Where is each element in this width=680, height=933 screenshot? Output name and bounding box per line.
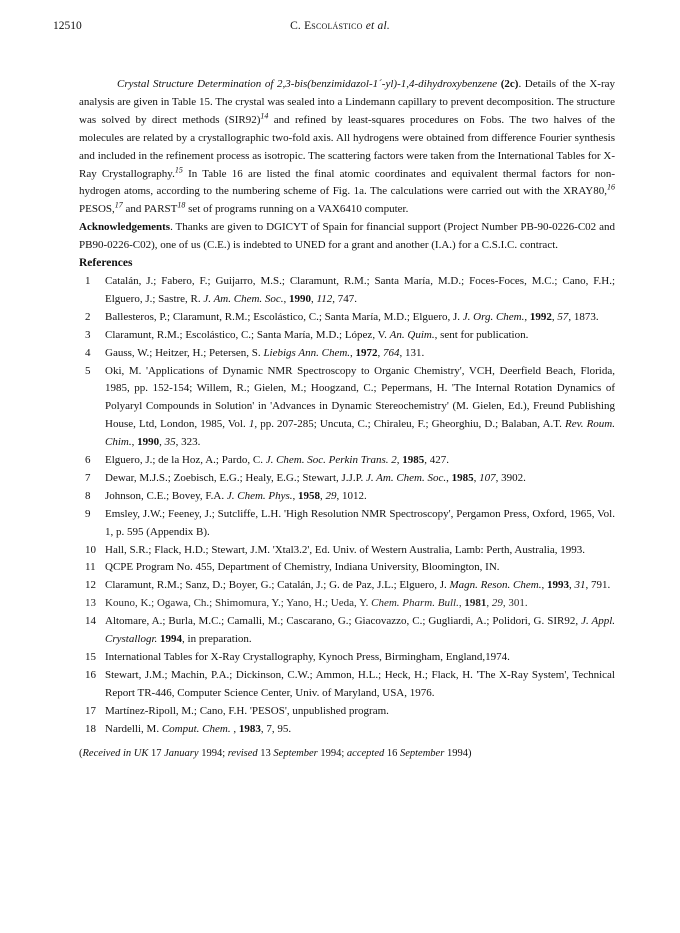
reference-authors: Johnson, C.E.; Bovey, F.A. <box>105 489 227 502</box>
reference-volume: 764 <box>383 346 400 359</box>
reference-year: 1993 <box>546 579 569 592</box>
journal-name: An. Quim. <box>389 328 435 341</box>
reference-item: 2 Ballesteros, P.; Claramunt, R.M.; Escolástico, C.; Santa María, M.D.; Elguero, J. J. Org. Chem., 1992, 57, 1873. <box>79 309 615 327</box>
reference-pages: , 1873. <box>568 310 599 323</box>
journal-name: Rev. Roum. Chim. <box>105 418 615 449</box>
reference-number: 2 <box>85 310 91 323</box>
reference-number: 14 <box>85 615 96 628</box>
received-label: Received in UK <box>82 747 149 759</box>
crystal-text: and PARST <box>122 203 178 216</box>
reference-pages: , 131. <box>399 346 425 359</box>
reference-authors: Emsley, J.W.; Feeney, J.; Sutcliffe, L.H. 'High Resolution NMR Spectroscopy', Pergamon Press, Oxford, 1965, Vol. 1, p. 595 (Appendix B). <box>105 507 615 538</box>
reference-authors: Elguero, J.; de la Hoz, A.; Pardo, C. <box>105 454 266 467</box>
reference-pages: , sent for publication. <box>434 328 529 341</box>
reference-number: 7 <box>85 471 91 484</box>
reference-authors: Stewart, J.M.; Machin, P.A.; Dickinson, C.W.; Ammon, H.L.; Heck, H.; Flack, H. 'The X-Ray System', Technical Report TR-446, Computer Science Center, Univ. of Maryland, USA, 1976. <box>105 668 615 699</box>
reference-number: 12 <box>85 579 96 592</box>
reference-authors: Nardelli, M. <box>105 722 162 735</box>
ref-superscript: 18 <box>177 200 186 210</box>
reference-authors: , pp. 207-285; Uncuta, C.; Chiraleu, F.; Gheorghiu, D.; Balaban, A.T. <box>254 418 566 431</box>
reference-authors: Kouno, K.; Ogawa, Ch.; Shimomura, Y.; Yano, H.; Ueda, Y. <box>105 597 372 610</box>
reference-authors: Hall, S.R.; Flack, H.D.; Stewart, J.M. 'Xtal3.2', Ed. Univ. of Western Australia, Lamb: Perth, Australia, 1993. <box>105 543 585 556</box>
reference-number: 18 <box>85 722 96 735</box>
reference-item <box>79 649 615 667</box>
journal-name: J. Chem. Phys. <box>226 489 293 502</box>
journal-name: Comput. Chem. <box>161 722 231 735</box>
reference-year: 1983 <box>238 722 261 735</box>
reference-pages: , 747. <box>332 292 357 305</box>
reference-number: 8 <box>85 489 91 502</box>
reference-item: 1 Catalán, J.; Fabero, F.; Guijarro, M.S.; Claramunt, R.M.; Santa María, M.D.; Foces-Foces, M.C.; Cano, F.H.; Elguero, J.; Sastre, R. J. Am. Chem. Soc., 1990, 112, 747. <box>85 274 615 305</box>
reference-item <box>79 327 615 345</box>
reference-item <box>79 703 615 721</box>
page-number: 12510 <box>53 20 82 32</box>
reference-item <box>79 542 615 560</box>
reference-volume: 29 <box>325 489 337 502</box>
article-body <box>79 76 615 762</box>
crystal-text: PESOS, <box>79 203 115 216</box>
reference-pages: , 301. <box>502 597 528 610</box>
reference-authors: Altomare, A.; Burla, M.C.; Camalli, M.; Cascarano, G.; Giacovazzo, C.; Gugliardi, A.; Polidori, G. SIR92, <box>105 615 582 628</box>
reference-number: 16 <box>85 668 96 681</box>
reference-item: 13 Kouno, K.; Ogawa, Ch.; Shimomura, Y.; Yano, H.; Ueda, Y. Chem. Pharm. Bull., 1981, 29, 301. <box>79 595 615 613</box>
reference-item: 12 Claramunt, R.M.; Sanz, D.; Boyer, G.; Catalán, J.; G. de Paz, J.L.; Elguero, J. Magn. Reson. Chem., 1993, 31, 791. <box>79 577 615 595</box>
reference-authors: Claramunt, R.M.; Sanz, D.; Boyer, G.; Catalán, J.; G. de Paz, J.L.; Elguero, J. <box>105 579 450 592</box>
reference-number: 9 <box>85 507 91 520</box>
reference-pages: , 95. <box>271 722 292 735</box>
reference-number: 5 <box>85 364 91 377</box>
acknowledgements-paragraph <box>79 219 615 255</box>
journal-name: Liebigs Ann. Chem. <box>263 346 351 359</box>
reference-number: 11 <box>85 561 96 574</box>
journal-name: J. Chem. Soc. Perkin Trans. 2 <box>265 454 397 467</box>
reference-number: 10 <box>85 543 96 556</box>
journal-name: J. Org. Chem. <box>462 310 525 323</box>
reference-pages: , 3902. <box>495 471 526 484</box>
reference-pages: , 427. <box>424 454 450 467</box>
reference-year: 1985 <box>402 454 425 467</box>
reference-list <box>79 273 615 739</box>
ref-superscript: 14 <box>260 111 269 121</box>
reference-pages: , 791. <box>585 579 611 592</box>
reference-item: 5 Oki, M. 'Applications of Dynamic NMR Spectroscopy to Organic Chemistry', VCH, Deerfield Beach, Florida, 1985, pp. 152-154; Willem, R.; Gielen, M.; Hoogzand, C.; Pepermans, H. 'The Internal Rotation Dynamics of Polyaryl Compounds in Solution' in 'Advances in Dynamic Stereochemistry' (M. Gielen, Ed.), Freund Publishing House, Ltd, London, 1985, Vol. 1, pp. 207-285; Uncuta, C.; Chiraleu, F.; Gheorghiu, D.; Balaban, A.T. Rev. Roum. Chim., 1990, 35, 323. <box>85 364 615 449</box>
ref-superscript: 17 <box>114 200 123 210</box>
reference-authors: Martínez-Ripoll, M.; Cano, F.H. 'PESOS', unpublished program. <box>105 704 389 717</box>
crystal-structure-paragraph <box>79 76 615 219</box>
revised-label: revised <box>227 747 258 759</box>
reference-authors: International Tables for X-Ray Crystallography, Kynoch Press, Birmingham, England,1974. <box>105 651 510 663</box>
reference-year: 1972 <box>355 346 378 359</box>
reference-authors: Claramunt, R.M.; Escolástico, C.; Santa María, M.D.; López, V. <box>105 328 390 341</box>
crystal-text: set of programs running on a VAX6410 computer. <box>185 203 409 216</box>
reference-item: 6 Elguero, J.; de la Hoz, A.; Pardo, C. J. Chem. Soc. Perkin Trans. 2, 1985, 427. <box>79 452 615 470</box>
reference-pages: , 1012. <box>336 489 367 502</box>
compound-label: (2c) <box>500 78 519 90</box>
reference-year: 1990 <box>137 436 160 449</box>
acknowledgements-text: . Thanks are given to DGICYT of Spain for financial support (Project Number PB-90-0226-C02 and PB90-0226-C02), one of us (C.E.) is indebted to UNED for a grant and another (I.A.) for a C.S.I.C. contract. <box>79 221 615 252</box>
reference-authors: Oki, M. 'Applications of Dynamic NMR Spectroscopy to Organic Chemistry', VCH, Deerfield Beach, Florida, 1985, pp. 152-154; Willem, R.; Gielen, M.; Hoogzand, C.; Pepermans, H. 'The Internal Rotation Dynamics of Polyaryl Compounds in Solution' in 'Advances in Dynamic Stereochemistry' (M. Gielen, Ed.), Freund Publishing House, Ltd, London, 1985, Vol. <box>105 364 615 431</box>
reference-year: 1992 <box>529 310 552 323</box>
journal-name: J. Appl. Crystallogr. <box>105 615 615 646</box>
reference-year: 1990 <box>289 292 312 305</box>
crystal-section-title: Crystal Structure Determination of 2,3-bis(benzimidazol-1´-yl)-1,4-dihydroxybenzene <box>117 78 498 90</box>
reference-year: 1994 <box>160 633 183 646</box>
reference-volume: 31 <box>574 579 586 592</box>
reference-number: 1 <box>85 274 91 287</box>
reference-item <box>79 613 615 649</box>
reference-item: 4 Gauss, W.; Heitzer, H.; Petersen, S. Liebigs Ann. Chem., 1972, 764, 131. <box>79 345 615 363</box>
crystal-text: and refined by least-squares procedures on Fobs. The two halves of the molecules are related by a crystallographic two-fold axis. All hydrogens were obtained from difference Fourier synthesis and included in the refinement process as isotropic. The scattering factors were taken from the International Tables for X-Ray Crystallography. <box>79 113 615 180</box>
running-head <box>0 20 680 32</box>
reference-item: 18 Nardelli, M. Comput. Chem. , 1983, 7, 95. <box>79 721 615 739</box>
reference-number: 17 <box>85 704 96 717</box>
reference-volume: 112 <box>316 292 333 305</box>
reference-volume: 107 <box>479 471 496 484</box>
reference-year: 1985 <box>451 471 474 484</box>
journal-name: J. Am. Chem. Soc. <box>203 292 284 305</box>
ref-superscript: 16 <box>607 182 615 192</box>
reference-number: 3 <box>85 328 91 341</box>
running-head-author: C. Escolástico <box>290 20 363 32</box>
crystal-text: . Details of the X-ray analysis are given in Table 15. The crystal was sealed into a Lindemann capillary to prevent decomposition. The structure was solved by direct methods (SIR92) <box>79 78 615 126</box>
reference-authors: Catalán, J.; Fabero, F.; Guijarro, M.S.; Claramunt, R.M.; Santa María, M.D.; Foces-Foces, M.C.; Cano, F.H.; Elguero, J.; Sastre, R. <box>105 274 615 305</box>
reference-number: 4 <box>85 346 91 359</box>
reference-authors: Gauss, W.; Heitzer, H.; Petersen, S. <box>105 346 264 359</box>
reference-volume: 29 <box>491 597 503 610</box>
reference-number: 15 <box>85 651 96 663</box>
reference-item <box>79 667 615 703</box>
reference-volume: 7 <box>266 722 272 735</box>
running-head-etal: et al. <box>365 20 390 32</box>
accepted-label: accepted <box>346 747 385 759</box>
received-dates: (Received in UK 17 January 1994; revised 13 September 1994; accepted 16 September 1994) <box>79 747 472 759</box>
journal-name: J. Am. Chem. Soc. <box>365 471 447 484</box>
journal-name: Magn. Reson. Chem. <box>449 579 542 592</box>
reference-item: 7 Dewar, M.J.S.; Zoebisch, E.G.; Healy, E.G.; Stewart, J.J.P. J. Am. Chem. Soc., 1985, 107, 3902. <box>79 470 615 488</box>
ref-superscript: 15 <box>174 164 183 174</box>
reference-authors: QCPE Program No. 455, Department of Chemistry, Indiana University, Bloomington, IN. <box>105 561 500 574</box>
reference-authors: Dewar, M.J.S.; Zoebisch, E.G.; Healy, E.G.; Stewart, J.J.P. <box>105 471 366 484</box>
reference-item <box>79 559 615 577</box>
crystal-text: In Table 16 are listed the final atomic coordinates and equivalent thermal factors for non-hydrogen atoms, according to the numbering scheme of Fig. 1a. The calculations were carried out with the XRAY80, <box>79 167 615 198</box>
reference-volume: 57 <box>557 310 569 323</box>
journal-name: Chem. Pharm. Bull. <box>371 597 459 610</box>
acknowledgements-heading: Acknowledgements <box>79 221 171 234</box>
reference-year: 1981 <box>464 597 487 610</box>
reference-authors: Ballesteros, P.; Claramunt, R.M.; Escolástico, C.; Santa María, M.D.; Elguero, J. <box>105 310 463 323</box>
reference-pages: , in preparation. <box>182 633 252 646</box>
reference-volume: 35 <box>164 436 176 449</box>
reference-year: 1958 <box>298 489 321 502</box>
reference-volume: 1 <box>248 418 255 431</box>
reference-pages: , 323. <box>175 436 201 449</box>
reference-number: 6 <box>85 454 91 467</box>
references-heading: References <box>79 257 133 270</box>
reference-item: 8 Johnson, C.E.; Bovey, F.A. J. Chem. Phys., 1958, 29, 1012. <box>79 488 615 506</box>
reference-item <box>79 506 615 542</box>
reference-number: 13 <box>85 597 96 610</box>
